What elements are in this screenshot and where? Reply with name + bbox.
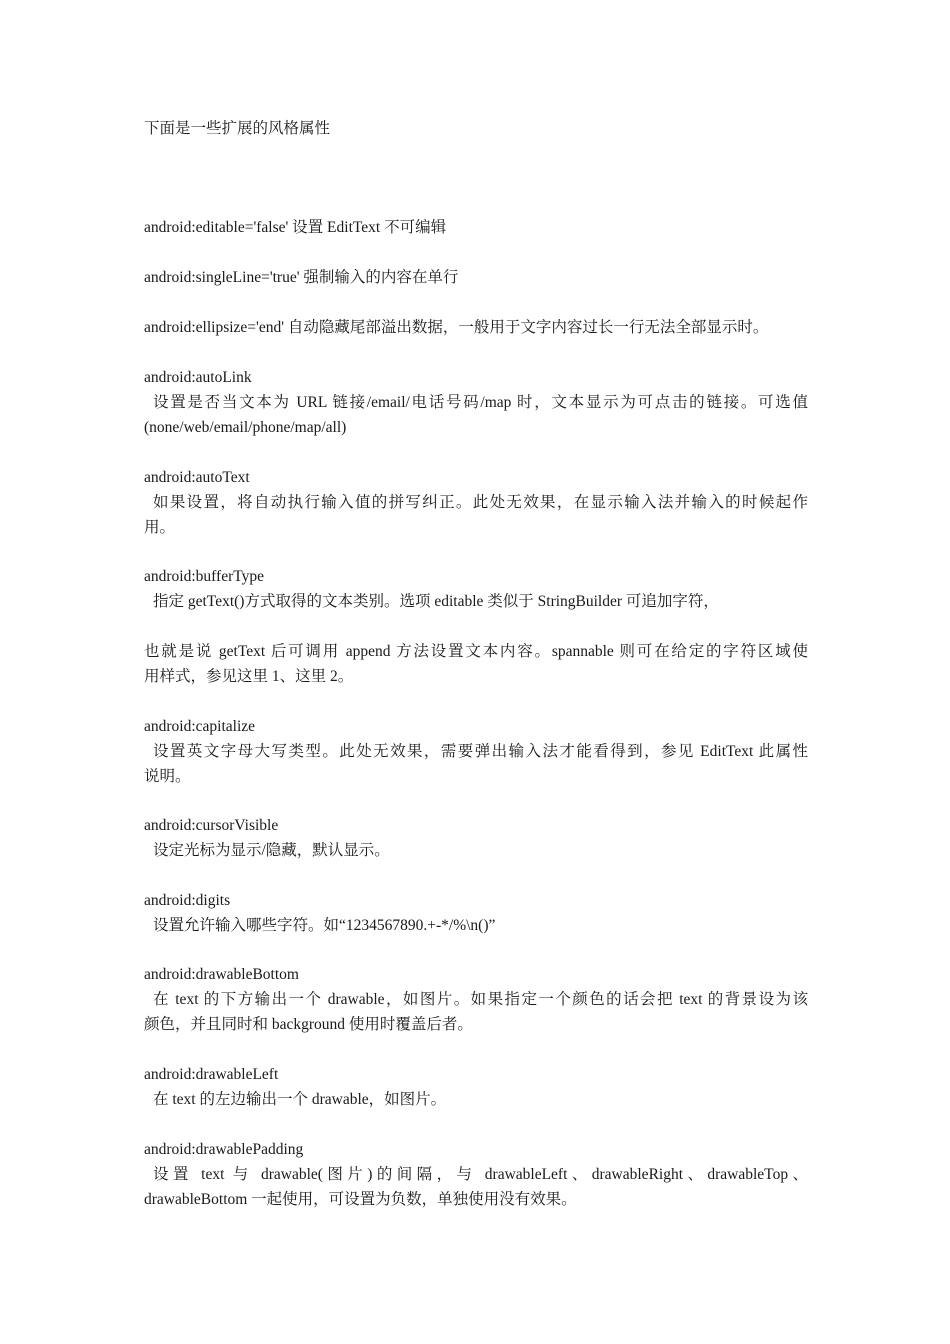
attr-name-drawableleft: android:drawableLeft — [144, 1066, 279, 1083]
attr-name-buffertype: android:bufferType — [144, 568, 265, 585]
attr-desc-buffertype-cont2: 用样式，参见这里 1、这里 2。 — [144, 668, 354, 685]
attr-singleline: android:singleLine='true' 强制输入的内容在单行 — [144, 269, 459, 286]
attr-name-cursorvisible: android:cursorVisible — [144, 817, 279, 834]
attr-desc-capitalize: 设置英文字母大写类型。此处无效果，需要弹出输入法才能看得到，参见 EditText 此属性 — [153, 743, 808, 760]
attr-desc-drawablebottom: 在 text 的下方输出一个 drawable，如图片。如果指定一个颜色的话会把 text 的背景设为该 — [153, 991, 808, 1008]
intro-text: 下面是一些扩展的风格属性 — [144, 120, 331, 137]
attr-desc-buffertype-cont: 也就是说 getText 后可调用 append 方法设置文本内容。spannable 则可在给定的字符区域使 — [144, 643, 808, 660]
attr-desc-autotext: 如果设置，将自动执行输入值的拼写纠正。此处无效果，在显示输入法并输入的时候起作 — [153, 494, 808, 511]
attr-desc-capitalize-cont: 说明。 — [144, 768, 191, 785]
document-page — [144, 0, 808, 1344]
attr-desc-drawablepadding: 设置 text 与 drawable(图片)的间隔，与 drawableLeft、drawableRight、drawableTop、 — [153, 1166, 808, 1183]
attr-name-capitalize: android:capitalize — [144, 718, 256, 735]
attr-name-drawablebottom: android:drawableBottom — [144, 966, 299, 983]
attr-name-digits: android:digits — [144, 892, 231, 909]
attr-editable: android:editable='false' 设置 EditText 不可编辑 — [144, 219, 447, 236]
attr-name-autotext: android:autoText — [144, 469, 250, 486]
attr-desc-buffertype: 指定 getText()方式取得的文本类别。选项 editable 类似于 StringBuilder 可追加字符， — [153, 593, 719, 610]
attr-name-drawablepadding: android:drawablePadding — [144, 1141, 304, 1158]
attr-desc-autolink-cont: (none/web/email/phone/map/all) — [144, 419, 347, 436]
attr-desc-digits: 设置允许输入哪些字符。如“1234567890.+-*/%\n()” — [153, 917, 496, 934]
attr-desc-autolink: 设置是否当文本为 URL 链接/email/电话号码/map 时，文本显示为可点击的链接。可选值 — [153, 394, 808, 411]
attr-desc-drawableleft: 在 text 的左边输出一个 drawable，如图片。 — [153, 1091, 447, 1108]
attr-name-autolink: android:autoLink — [144, 369, 252, 386]
attr-ellipsize: android:ellipsize='end' 自动隐藏尾部溢出数据，一般用于文字内容过长一行无法全部显示时。 — [144, 319, 769, 336]
attr-desc-drawablebottom-cont: 颜色，并且同时和 background 使用时覆盖后者。 — [144, 1016, 473, 1033]
attr-desc-autotext-cont: 用。 — [144, 519, 176, 536]
attr-desc-cursorvisible: 设定光标为显示/隐藏，默认显示。 — [153, 842, 390, 859]
attr-desc-drawablepadding-cont: drawableBottom 一起使用，可设置为负数，单独使用没有效果。 — [144, 1191, 577, 1208]
